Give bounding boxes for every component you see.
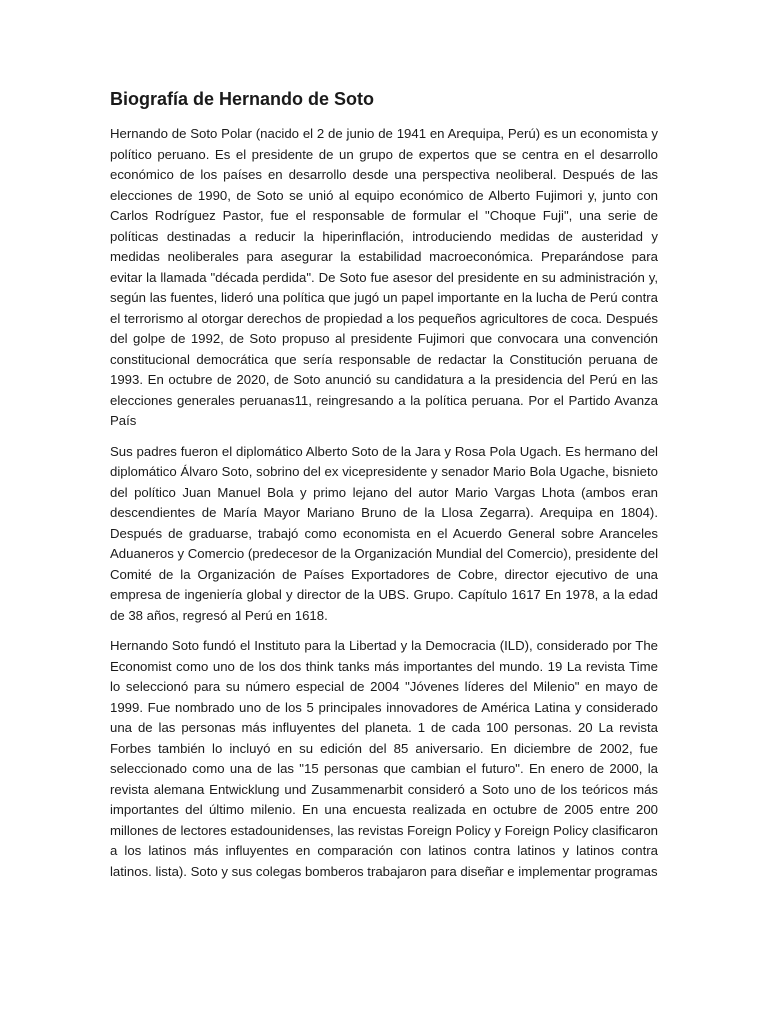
paragraph-1: Hernando de Soto Polar (nacido el 2 de junio de 1941 en Arequipa, Perú) es un economista y político peruano. Es el presidente de un grupo de expertos que se centra en el desarrollo económico de los países en desarrollo desde una perspectiva neoliberal. Después de las elecciones de 1990, de Soto se unió al equipo económico de Alberto Fujimori y, junto con Carlos Rodríguez Pastor, fue el responsable de formular el "Choque Fuji", una serie de políticas destinadas a reducir la hiperinflación, introduciendo medidas de austeridad y medidas neoliberales para asegurar la estabilidad macroeconómica. Preparándose para evitar la llamada "década perdida". De Soto fue asesor del presidente en su administración y, según las fuentes, lideró una política que jugó un papel importante en la lucha de Perú contra el terrorismo al otorgar derechos de propiedad a los pequeños agricultores de coca. Después del golpe de 1992, de Soto propuso al presidente Fujimori que convocara una convención constitucional democrática que sería responsable de redactar la Constitución peruana de 1993. En octubre de 2020, de Soto anunció su candidatura a la presidencia del Perú en las elecciones generales peruanas11, reingresando a la política peruana. Por el Partido Avanza País bbox=[110, 126, 658, 428]
paragraph-3: Hernando Soto fundó el Instituto para la Libertad y la Democracia (ILD), considerado por The Economist como uno de los dos think tanks más importantes del mundo. 19 La revista Time lo seleccionó para su número especial de 2004 "Jóvenes líderes del Milenio" en mayo de 1999. Fue nombrado uno de los 5 principales innovadores de América Latina y considerado una de las personas más influyentes del planeta. 1 de cada 100 personas. 20 La revista Forbes también lo incluyó en su edición del 85 aniversario. En diciembre de 2002, fue seleccionado como una de las "15 personas que cambian el futuro". En enero de 2000, la revista alemana Entwicklung und Zusammenarbit consideró a Soto uno de los teóricos más importantes del último milenio. En una encuesta realizada en octubre de 2005 entre 200 millones de lectores estadounidenses, las revistas Foreign Policy y Foreign Policy clasificaron a los latinos más influyentes en comparación con latinos contra latinos y latinos contra latinos. lista). Soto y sus colegas bomberos trabajaron para diseñar e implementar programas bbox=[110, 638, 658, 879]
document-title: Biografía de Hernando de Soto bbox=[110, 89, 375, 109]
document-body bbox=[110, 86, 658, 892]
paragraph-2: Sus padres fueron el diplomático Alberto Soto de la Jara y Rosa Pola Ugach. Es hermano del diplomático Álvaro Soto, sobrino del ex vicepresidente y senador Mario Bola Ugache, bisnieto del político Juan Manuel Bola y primo lejano del autor Mario Vargas Lhota (ambos eran descendientes de María Mayor Mariano Bruno de la Llosa Zegarra). Arequipa en 1804). Después de graduarse, trabajó como economista en el Acuerdo General sobre Aranceles Aduaneros y Comercio (predecesor de la Organización Mundial del Comercio), presidente del Comité de la Organización de Países Exportadores de Cobre, director ejecutivo de una empresa de ingeniería global y director de la UBS. Grupo. Capítulo 1617 En 1978, a la edad de 38 años, regresó al Perú en 1618. bbox=[110, 443, 658, 623]
